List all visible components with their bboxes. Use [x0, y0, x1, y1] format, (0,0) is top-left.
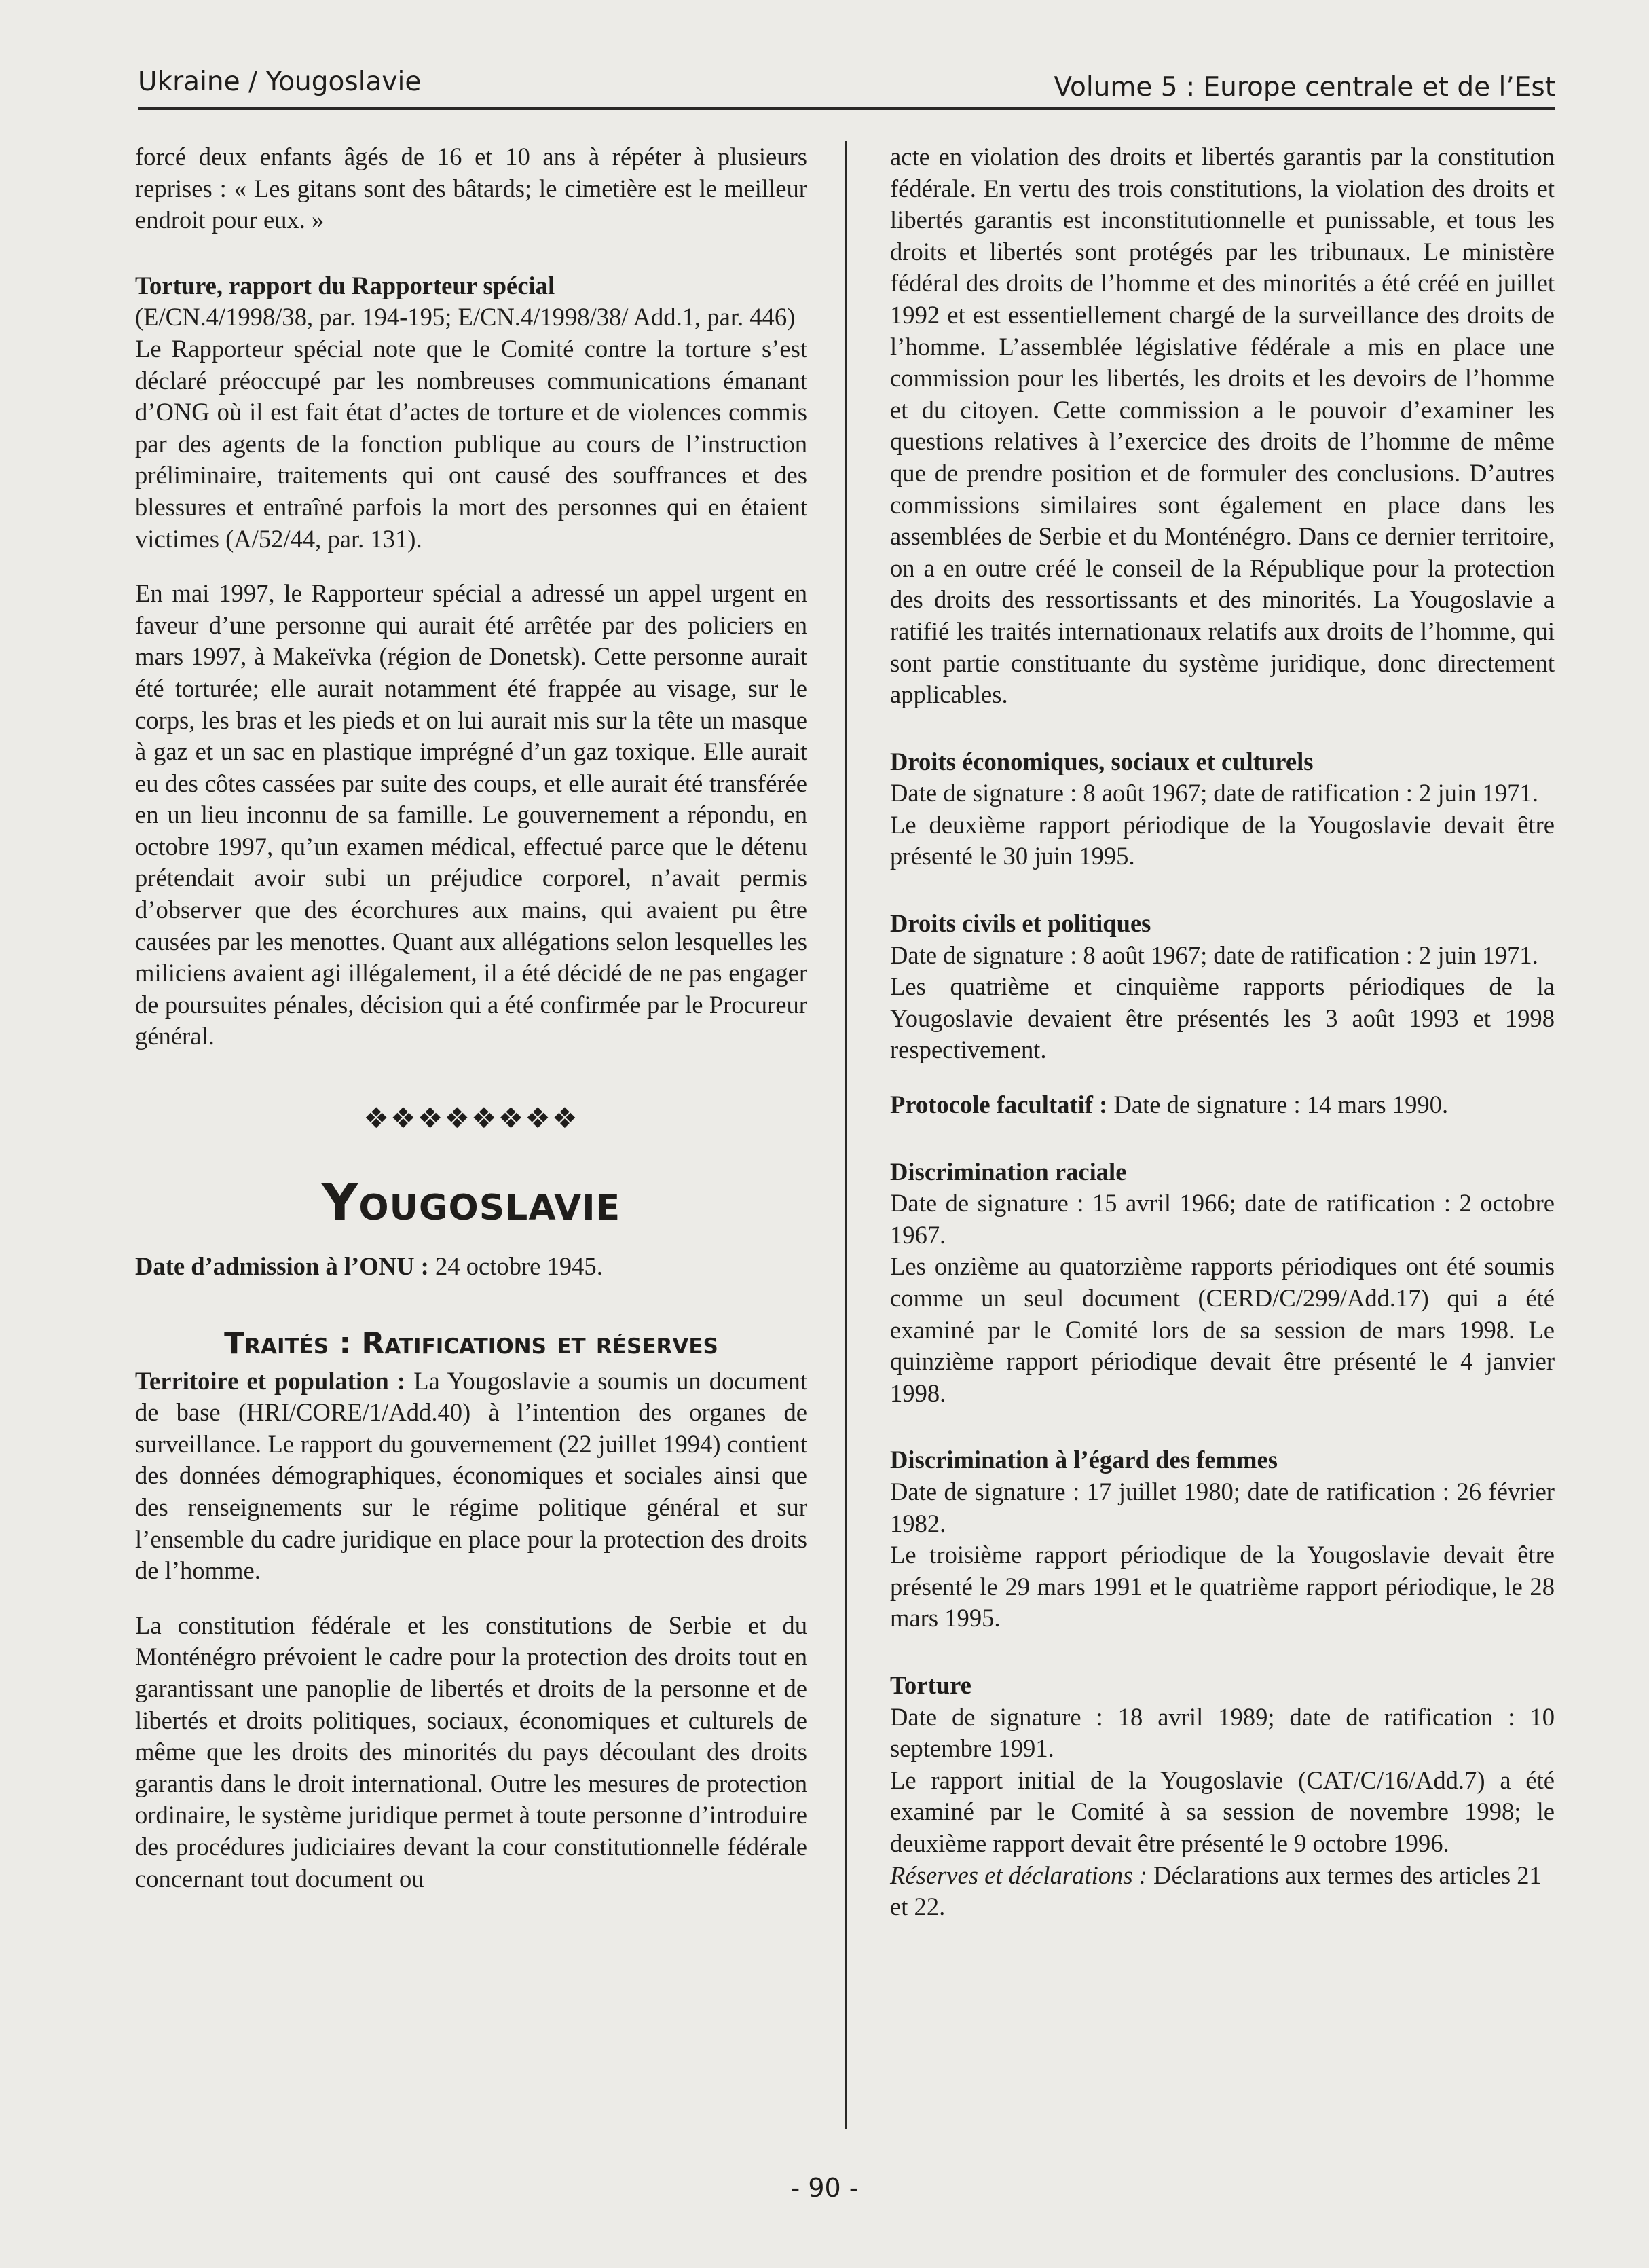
escr-dates: Date de signature : 8 août 1967; date de ratification : 2 juin 1971. [890, 779, 1538, 807]
torture-report-refs: (E/CN.4/1998/38, par. 194-195; E/CN.4/1998/38/ Add.1, par. 446) [135, 303, 796, 331]
ccpr-heading: Droits civils et politiques [890, 909, 1151, 938]
continuation-paragraph: acte en violation des droits et libertés garantis par la constitution fédérale. En vertu des trois constitutions, la violation des droits et libertés garantis est inconstitutionnelle et punissable, et tous les droits et libertés sont protégés par les tribunaux. Le ministère fédéral des droits de l’homme et des minorités a été créé en juillet 1992 et est essentiellement chargé de la surveillance des droits de l’homme. L’assemblée législative fédérale a mis en place une commission pour les libertés, les droits et les devoirs de l’homme et du citoyen. Cette commission a le pouvoir d’examiner les questions relatives à l’exercice des droits de l’homme de même que de prendre position et de formuler des conclusions. D’autres commissions similaires sont également en place dans les assemblées de Serbie et du Monténégro. Dans ce dernier territoire, on a en outre créé le conseil de la République pour la protection des droits des ressortissants et des minorités. La Yougoslavie a ratifié les traités internationaux relatifs aux droits de l’homme, qui sont partie constituante du système juridique, donc directement applicables. [890, 143, 1555, 709]
right-column [890, 141, 1555, 1923]
country-title: Yougoslavie [321, 1173, 621, 1232]
torture-report-heading: Torture, rapport du Rapporteur spécial [135, 271, 555, 299]
admission-value: 24 octobre 1945. [435, 1252, 603, 1281]
escr-heading: Droits économiques, sociaux et culturels [890, 747, 1314, 775]
torture-convention-heading: Torture [890, 1670, 971, 1699]
header-volume: Volume 5 : Europe centrale et de l’Est [1054, 72, 1555, 103]
protocol-label: Protocole facultatif : [890, 1091, 1108, 1119]
treaties-section-title: Traités : Ratifications et réserves [224, 1325, 718, 1361]
admission-label: Date d’admission à l’ONU : [135, 1252, 429, 1281]
torture-dates: Date de signature : 18 avril 1989; date de ratification : 10 septembre 1991. [890, 1702, 1555, 1763]
ccpr-report: Les quatrième et cinquième rapports périodiques de la Yougoslavie devaient être présentés les 3 août 1993 et 1998 respectivement. [890, 972, 1555, 1064]
admission-date [135, 1251, 807, 1283]
torture-report: Le rapport initial de la Yougoslavie (CAT/C/16/Add.7) a été examiné par le Comité à sa session de novembre 1998; le deuxième rapport devait être présenté le 9 octobre 1996. [890, 1766, 1555, 1857]
territory-text: La Yougoslavie a soumis un document de base (HRI/CORE/1/Add.40) à l’intention des organes de surveillance. Le rapport du gouvernement (22 juillet 1994) contient des données démographiques, économiques et sociales ainsi que des renseignements sur le régime politique général et sur l’ensemble du cadre juridique en place pour la protection des droits de l’homme. [135, 1366, 808, 1585]
territory-label: Territoire et population : [135, 1366, 406, 1395]
reserves-label: Réserves et déclarations : [890, 1861, 1147, 1889]
left-column [135, 141, 807, 1895]
section-ornament: ❖❖❖❖❖❖❖❖ [363, 1101, 579, 1135]
women-discrimination-heading: Discrimination à l’égard des femmes [890, 1446, 1278, 1474]
intro-paragraph: forcé deux enfants âgés de 16 et 10 ans à répéter à plusieurs reprises : « Les gitans sont des bâtards; le cimetière est le meilleur endroit pour eux. » [135, 143, 807, 234]
racial-discrimination-heading: Discrimination raciale [890, 1157, 1127, 1186]
page-number: - 90 - [790, 2173, 859, 2203]
column-divider [845, 141, 847, 2129]
escr-report: Le deuxième rapport périodique de la Yougoslavie devait être présenté le 30 juin 1995. [890, 810, 1555, 871]
optional-protocol [890, 1089, 1555, 1121]
header-country: Ukraine / Yougoslavie [138, 67, 422, 97]
territory-paragraph [135, 1366, 807, 1587]
protocol-text: Date de signature : 14 mars 1990. [1113, 1091, 1449, 1119]
reserves-text: Déclarations aux termes des articles 21 et 22. [890, 1861, 1542, 1921]
running-header [138, 62, 1555, 110]
torture-report-paragraph-1: Le Rapporteur spécial note que le Comité contre la torture s’est déclaré préoccupé par les nombreuses communications émanant d’ONG où il est fait état d’actes de torture et de violences commis par des agents de la fonction publique au cours de l’instruction préliminaire, traitements qui ont causé des souffrances et des blessures et entraîné parfois la mort des personnes qui en étaient victimes (A/52/44, par. 131). [135, 334, 807, 553]
constitution-paragraph: La constitution fédérale et les constitutions de Serbie et du Monténégro prévoient le cadre pour la protection des droits tout en garantissant une panoplie de libertés et droits de la personne et de libertés et droits politiques, sociaux, économiques et culturels de même que les droits des minorités du pays découlant des droits garantis dans le droit international. Outre les mesures de protection ordinaire, le système juridique permet à toute personne d’introduire des procédures judiciaires devant la cour constitutionnelle fédérale concernant tout document ou [135, 1611, 807, 1892]
reserves-declarations [890, 1860, 1555, 1923]
women-report: Le troisième rapport périodique de la Yougoslavie devait être présenté le 29 mars 1991 et le quatrième rapport périodique, le 28 mars 1995. [890, 1541, 1555, 1632]
torture-report-paragraph-2: En mai 1997, le Rapporteur spécial a adressé un appel urgent en faveur d’une personne qui aurait été arrêtée par des policiers en mars 1997, à Makeïvka (région de Donetsk). Cette personne aurait été torturée; elle aurait notamment été frappée au visage, sur le corps, les bras et les pieds et on lui aurait mis sur la tête un masque à gaz et un sac en plastique imprégné d’un gaz toxique. Elle aurait eu des côtes cassées par suite des coups, et elle aurait été transférée en un lieu inconnu de sa famille. Le gouvernement a répondu, en octobre 1997, qu’un examen médical, effectué parce que le détenu prétendait avoir subi un préjudice corporel, n’avait permis d’observer que des écorchures aux mains, qui avaient pu être causées par les menottes. Quant aux allégations selon lesquelles les miliciens avaient agi illégalement, il a été décidé de ne pas engager de poursuites pénales, décision qui a été confirmée par le Procureur général. [135, 579, 807, 1050]
racial-dates: Date de signature : 15 avril 1966; date de ratification : 2 octobre 1967. [890, 1189, 1555, 1249]
ccpr-dates: Date de signature : 8 août 1967; date de ratification : 2 juin 1971. [890, 940, 1538, 969]
racial-report: Les onzième au quatorzième rapports périodiques ont été soumis comme un seul document (CERD/C/299/Add.17) qui a été examiné par le Comité lors de sa session de mars 1998. Le quinzième rapport périodique devait être présenté le 4 janvier 1998. [890, 1252, 1555, 1407]
women-dates: Date de signature : 17 juillet 1980; date de ratification : 26 février 1982. [890, 1477, 1555, 1537]
